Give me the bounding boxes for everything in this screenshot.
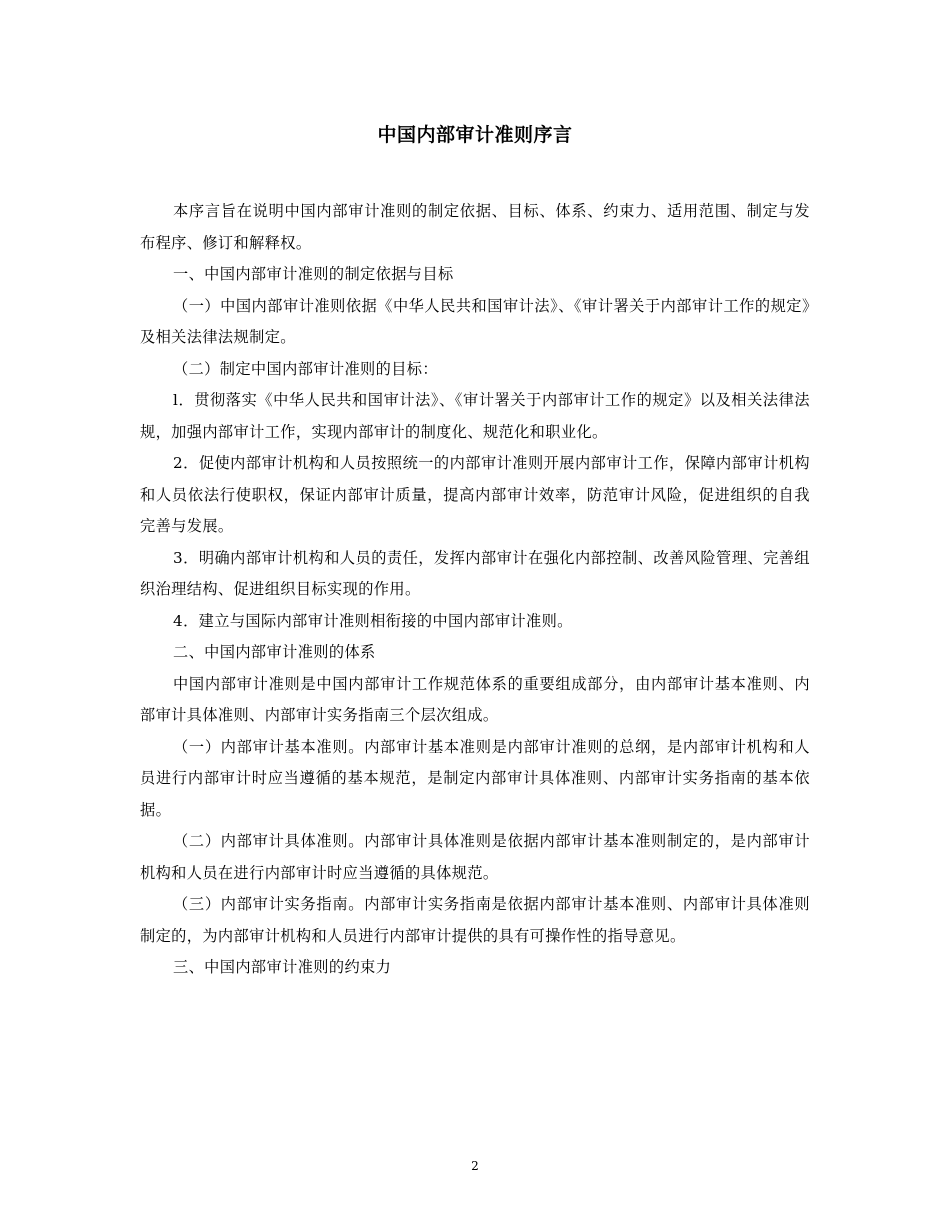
document-title: 中国内部审计准则序言 [377,124,573,146]
section-heading-3: 三、中国内部审计准则的约束力 [173,958,392,976]
list-item-objective-1: l．贯彻落实《中华人民共和国审计法》、《审计署关于内部审计工作的规定》以及相关法律法规，加强内部审计工作，实现内部审计的制度化、规范化和职业化。 [140,391,810,441]
paragraph-specific-standard: （二）内部审计具体准则。内部审计具体准则是依据内部审计基本准则制定的，是内部审计机构和人员在进行内部审计时应当遵循的具体规范。 [140,832,810,882]
paragraph-system: 中国内部审计准则是中国内部审计工作规范体系的重要组成部分，由内部审计基本准则、内部审计具体准则、内部审计实务指南三个层次组成。 [140,674,810,724]
paragraph-intro: 本序言旨在说明中国内部审计准则的制定依据、目标、体系、约束力、适用范围、制定与发布程序、修订和解释权。 [140,202,810,252]
page-number: 2 [471,1159,479,1173]
list-item-objective-2: 2．促使内部审计机构和人员按照统一的内部审计准则开展内部审计工作，保障内部审计机构和人员依法行使职权，保证内部审计质量，提高内部审计效率，防范审计风险，促进组织的自我完善与发展。 [140,454,810,535]
list-item-objective-3: 3．明确内部审计机构和人员的责任，发挥内部审计在强化内部控制、改善风险管理、完善组织治理结构、促进组织目标实现的作用。 [140,548,810,598]
paragraph-practice-guide: （三）内部审计实务指南。内部审计实务指南是依据内部审计基本准则、内部审计具体准则制定的，为内部审计机构和人员进行内部审计提供的具有可操作性的指导意见。 [140,895,810,945]
paragraph-basic-standard: （一）内部审计基本准则。内部审计基本准则是内部审计准则的总纲，是内部审计机构和人员进行内部审计时应当遵循的基本规范，是制定内部审计具体准则、内部审计实务指南的基本依据。 [140,737,810,819]
section-heading-2: 二、中国内部审计准则的体系 [173,643,376,661]
paragraph-objectives-heading: （二）制定中国内部审计准则的目标： [173,359,438,378]
section-heading-1: 一、中国内部审计准则的制定依据与目标 [173,265,454,283]
paragraph-basis: （一）中国内部审计准则依据《中华人民共和国审计法》、《审计署关于内部审计工作的规定》及相关法律法规制定。 [140,296,810,346]
document-body [140,196,810,984]
list-item-objective-4: 4．建立与国际内部审计准则相衔接的中国内部审计准则。 [173,611,573,630]
